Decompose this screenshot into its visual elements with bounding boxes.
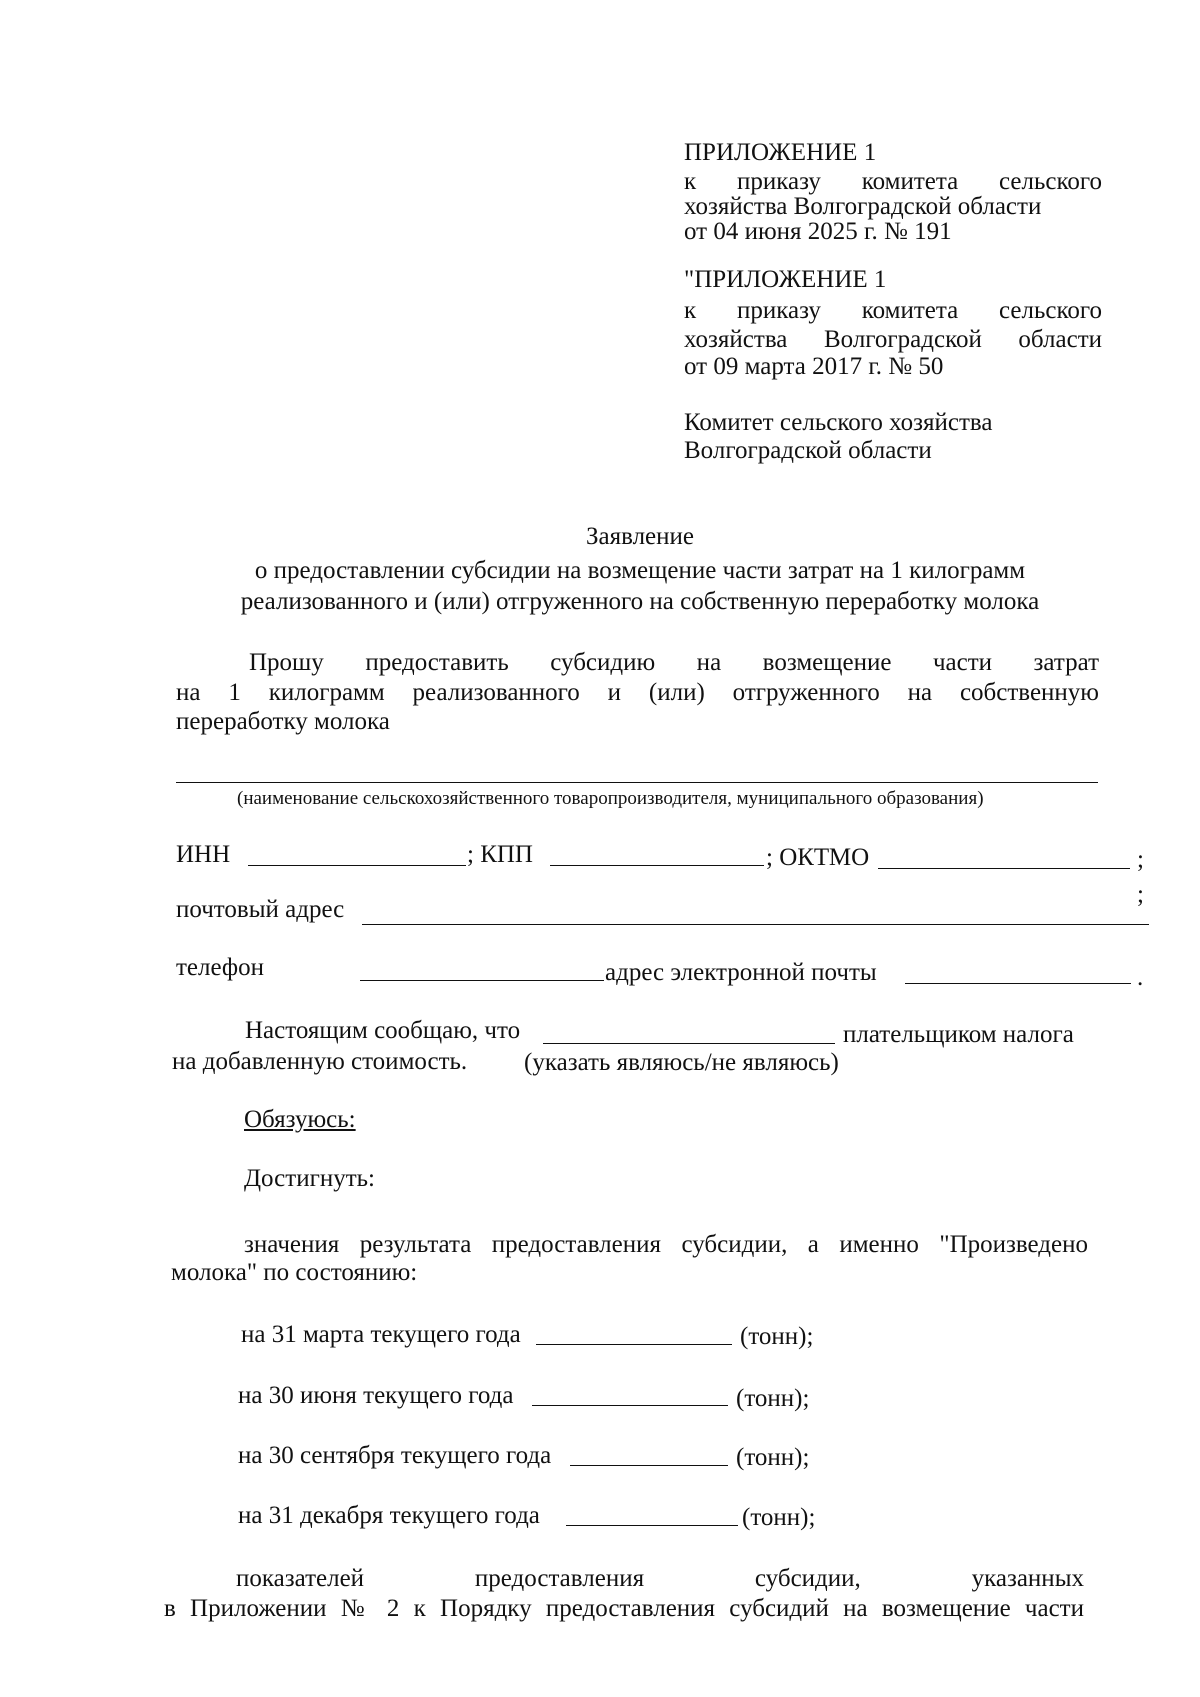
inn-label: ИНН: [176, 841, 231, 868]
result-line1: значения результата предоставления субсидии, а именно "Произведено: [244, 1231, 1088, 1258]
header2-line3: от 09 марта 2017 г. № 50: [684, 353, 944, 380]
commit-heading: Обязуюсь:: [244, 1106, 356, 1133]
vat-line1-start: Настоящим сообщаю, что: [245, 1017, 521, 1044]
request-line2: на 1 килограмм реализованного и (или) отгруженного на собственную: [176, 679, 1099, 706]
phone-label: телефон: [176, 954, 264, 981]
email-period: .: [1137, 964, 1144, 991]
date-unit: (тонн);: [736, 1385, 810, 1412]
title-line1: о предоставлении субсидии на возмещение части затрат на 1 килограмм: [254, 557, 1026, 584]
date-unit: (тонн);: [740, 1323, 814, 1350]
date-value-field[interactable]: [536, 1344, 732, 1345]
header2-line1: к приказу комитета сельского: [684, 297, 1102, 324]
postal-label: почтовый адрес: [176, 896, 345, 923]
applicant-name-caption: (наименование сельскохозяйственного товаропроизводителя, муниципального образования): [237, 788, 984, 809]
oktmo-field[interactable]: [878, 868, 1130, 869]
achieve-heading: Достигнуть:: [244, 1165, 375, 1192]
request-line1: Прошу предоставить субсидию на возмещение части затрат: [249, 649, 1099, 676]
document-title: Заявление: [585, 523, 695, 550]
indicators-line2: в Приложении № 2 к Порядку предоставления субсидий на возмещение части: [164, 1595, 1084, 1622]
kpp-label: ; КПП: [467, 841, 533, 868]
vat-hint: (указать являюсь/не являюсь): [524, 1049, 839, 1076]
header2-title: "ПРИЛОЖЕНИЕ 1: [684, 266, 887, 293]
kpp-field[interactable]: [550, 865, 764, 866]
vat-status-field[interactable]: [543, 1043, 835, 1044]
email-field[interactable]: [905, 983, 1131, 984]
header1-line2: хозяйства Волгоградской области: [684, 193, 1042, 220]
date-value-field[interactable]: [532, 1405, 728, 1406]
applicant-name-line[interactable]: [176, 782, 1098, 783]
date-label: на 31 декабря текущего года: [238, 1502, 540, 1529]
result-line2: молока" по состоянию:: [171, 1259, 418, 1286]
title-line2: реализованного и (или) отгруженного на собственную переработку молока: [240, 588, 1040, 615]
postal-semicolon: ;: [1137, 881, 1144, 908]
email-label: адрес электронной почты: [605, 959, 877, 986]
oktmo-label: ; ОКТМО: [766, 844, 870, 871]
indicators-line1: показателей предоставления субсидии, указанных: [236, 1565, 1084, 1592]
date-unit: (тонн);: [736, 1444, 810, 1471]
header1-line3: от 04 июня 2025 г. № 191: [684, 218, 952, 245]
date-label: на 30 сентября текущего года: [238, 1442, 552, 1469]
header1-title: ПРИЛОЖЕНИЕ 1: [684, 139, 877, 166]
date-label: на 31 марта текущего года: [241, 1321, 521, 1348]
vat-line1-end: плательщиком налога: [843, 1021, 1074, 1048]
header2-line2: хозяйства Волгоградской области: [684, 326, 1102, 353]
addressee-line1: Комитет сельского хозяйства: [684, 409, 993, 436]
header1-line1: к приказу комитета сельского: [684, 168, 1102, 195]
postal-field[interactable]: [362, 924, 1149, 925]
phone-field[interactable]: [360, 980, 604, 981]
date-value-field[interactable]: [570, 1465, 728, 1466]
date-value-field[interactable]: [566, 1525, 738, 1526]
addressee-line2: Волгоградской области: [684, 437, 932, 464]
date-label: на 30 июня текущего года: [238, 1382, 514, 1409]
date-unit: (тонн);: [742, 1504, 816, 1531]
request-line3: переработку молока: [176, 708, 390, 735]
vat-line2: на добавленную стоимость.: [172, 1048, 468, 1075]
oktmo-semicolon: ;: [1137, 846, 1144, 873]
inn-field[interactable]: [248, 865, 466, 866]
